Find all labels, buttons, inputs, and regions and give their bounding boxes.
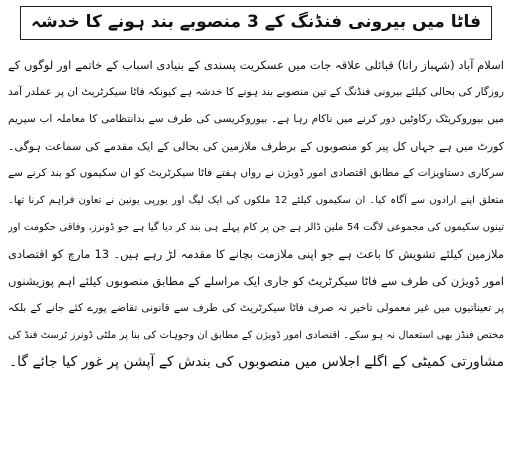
article-line: میں بیوروکریٹک رکاوٹیں دور کرنے میں ناکام رہا ہے۔ بیوروکریسی کی طرف سے بدانتظامی کا معاملہ اب سپریم <box>8 113 504 125</box>
article-line: مختص فنڈز بھی استعمال نہ ہو سکے۔ اقتصادی امور ڈویژن کے مطابق ان وجوہات کی بنا پر ملٹی ڈونرز ٹرسٹ فنڈ کی <box>8 330 504 341</box>
article-line: متعلق اپنے ارادوں سے آگاہ کیا۔ ان سکیموں کیلئے 12 ملکوں کی ایک لیگ اور یورپی یونین نے تعاون فراہم کرنا تھا۔ <box>8 195 504 206</box>
article-line: روزگار کی بحالی کیلئے بیرونی فنڈنگ کے تین منصوبے بند ہونے کا خدشہ ہے کیونکہ فاٹا سیکرٹریٹ ان پر عملدر آمد <box>8 86 504 98</box>
article-line: امور ڈویژن کی طرف سے فاٹا سیکرٹریٹ کو جاری ایک مراسلے کے مطابق منصوبوں کیلئے اہم پوزیشنوں <box>8 274 504 288</box>
article-line: اسلام آباد (شہباز رانا) قبائلی علاقہ جات میں عسکریت پسندی کے بنیادی اسباب کے خاتمے اور لوگوں کے <box>8 58 504 72</box>
headline-row <box>8 6 504 40</box>
article-line: تینوں سکیموں کی مجموعی لاگت 54 ملین ڈالر ہے جن پر کام پہلے ہی بند کر دیا گیا ہے جو ڈونرز، وفاقی حکومت اور <box>8 222 504 233</box>
article-body <box>8 52 504 376</box>
article-line: پر تعیناتیوں میں غیر معمولی تاخیر نہ صرف فاٹا سیکرٹریٹ کی طرف سے قانونی تقاضے پورے کئے جانے کے بلکہ <box>8 302 504 314</box>
article-line: مشاورتی کمیٹی کے اگلے اجلاس میں منصوبوں کی بندش کے آپشن پر غور کیا جائے گا۔ <box>8 354 504 370</box>
article-line: سرکاری دستاویزات کے مطابق اقتصادی امور ڈویژن نے رواں ہفتے فاٹا سیکرٹریٹ کو ان سکیموں کو بند کرنے سے <box>8 167 504 179</box>
article-line: ملازمین کیلئے تشویش کا باعث ہے جو اپنی ملازمت بچانے کا مقدمہ لڑ رہے ہیں۔ 13 مارچ کو اقتصادی <box>8 247 504 261</box>
headline: فاٹا میں بیرونی فنڈنگ کے 3 منصوبے بند ہونے کا خدشہ <box>20 6 492 40</box>
article-line: کورٹ میں ہے جہاں کل پیر کو منصوبوں کے برطرف ملازمین کی بحالی کے ایک مقدمے کی سماعت ہوگی۔ <box>8 140 504 153</box>
